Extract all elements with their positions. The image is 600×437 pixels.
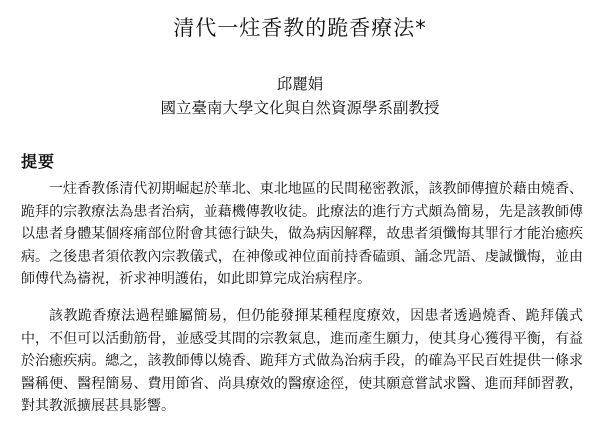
paper-title: 清代一炷香教的跪香療法* bbox=[173, 16, 427, 40]
abstract-paragraph-1: 一炷香教係清代初期崛起於華北、東北地區的民間秘密教派，該教師傳擅於藉由燒香、跪拜的宗教療法為患者治病，並藉機傳教收徒。此療法的進行方式頗為簡易，先是該教師傅以患者身體某個疼痛部位附會其德行缺失，做為病因解釋，故患者須懺悔其罪行才能治癒疾病。之後患者須依教內宗教儀式，在神像或神位面前持香磕頭、誦念咒語、虔誠懺悔，並由師傅代為禱祝，祈求神明護佑，如此即算完成治病程序。 bbox=[21, 181, 583, 287]
author-name: 邱麗娟 bbox=[276, 75, 324, 93]
abstract-paragraph-2: 該教跪香療法過程雖屬簡易，但仍能發揮某種程度療效，因患者透過燒香、跪拜儀式中，不但可以活動筋骨，並感受其間的宗教氣息，進而產生願力，使其身心獲得平衡，有益於治癒疾病。總之，該教師傅以燒香、跪拜方式做為治病手段，的確為平民百姓提供一條求醫稱便、醫程簡易、費用節省、尚具療效的醫療途徑，使其願意嘗試求醫、進而拜師習教，對其教派擴展甚具影響。 bbox=[21, 308, 583, 414]
abstract-heading: 提要 bbox=[21, 152, 56, 171]
author-affiliation: 國立臺南大學文化與自然資源學系副教授 bbox=[160, 99, 440, 117]
